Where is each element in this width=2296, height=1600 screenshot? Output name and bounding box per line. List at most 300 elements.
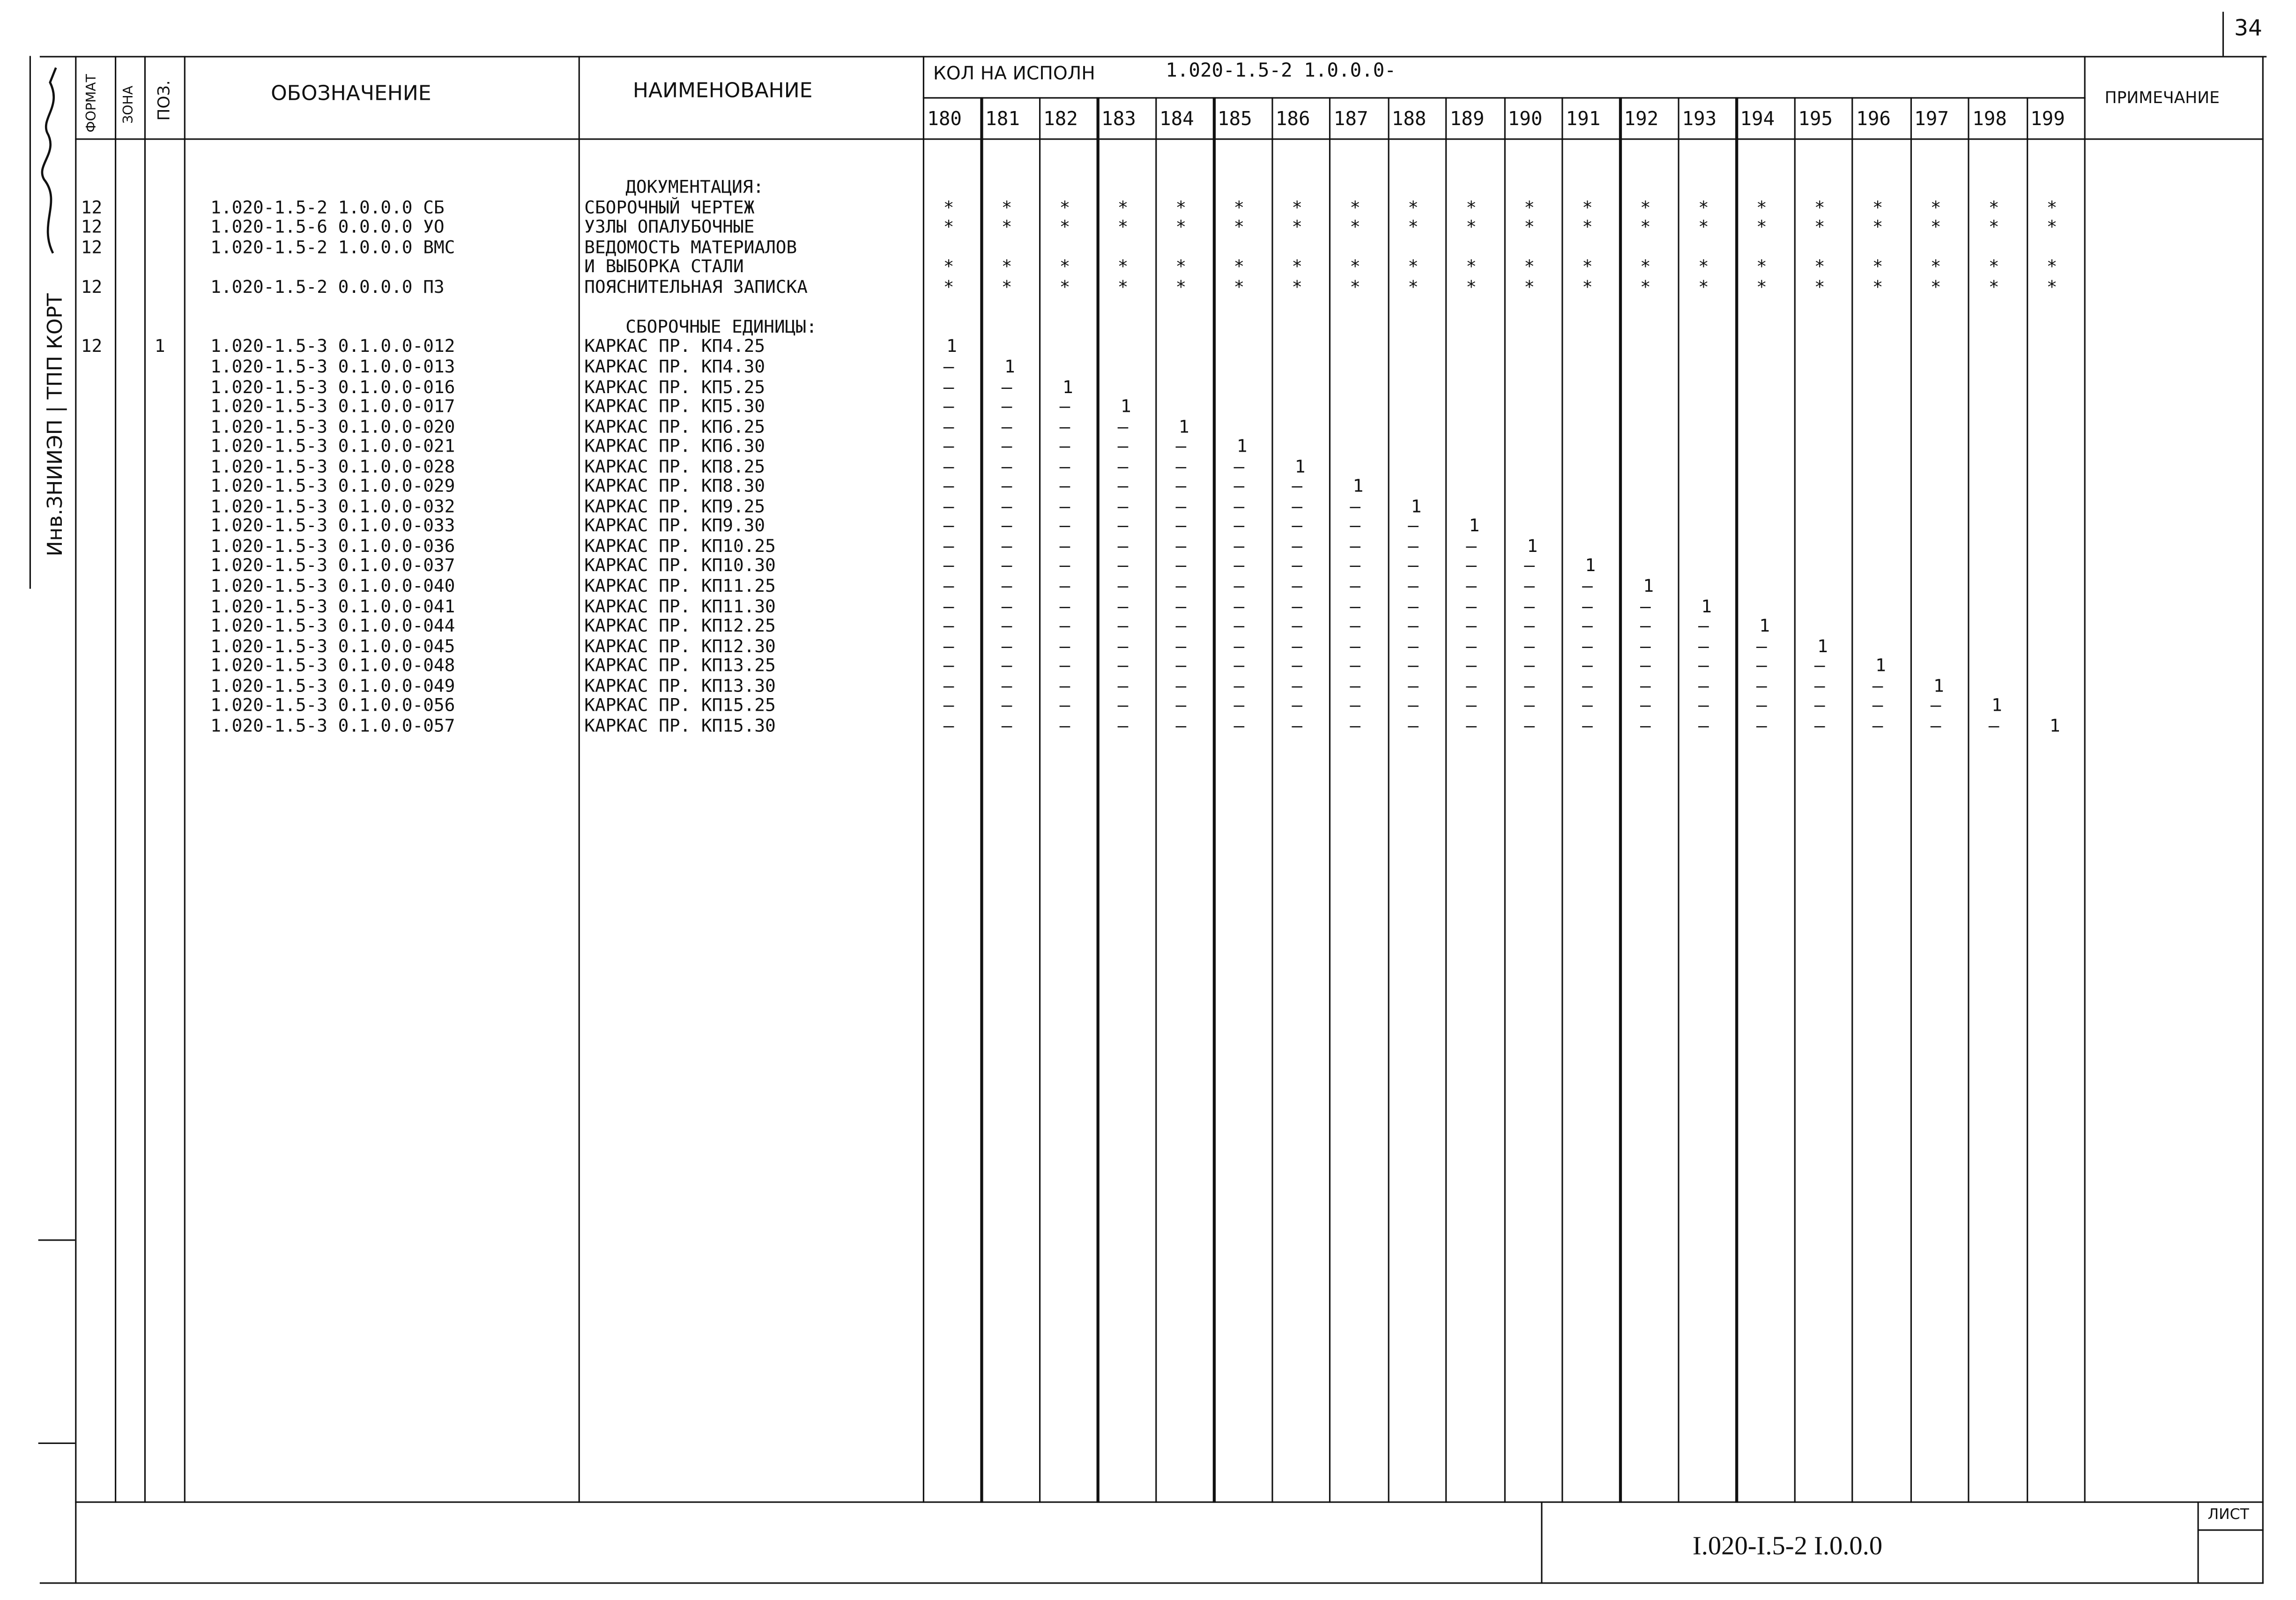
- row-qty: *: [1930, 216, 1941, 238]
- row-qty: –: [1059, 555, 1070, 576]
- row-qty: –: [1001, 396, 1012, 417]
- row-qty: –: [943, 476, 954, 497]
- row-qty: *: [1698, 276, 1709, 297]
- row-qty: –: [1117, 575, 1129, 596]
- row-qty: –: [1117, 436, 1129, 457]
- row-qty: –: [943, 555, 954, 576]
- row-qty: –: [1117, 615, 1129, 636]
- variant-header: 186: [1275, 109, 1310, 131]
- row-qty: –: [943, 396, 954, 417]
- row-qty: *: [1292, 216, 1303, 238]
- row-qty: –: [943, 615, 954, 636]
- row-qty: *: [1350, 276, 1361, 297]
- row-qty: –: [1117, 515, 1129, 536]
- table-row: [0, 278, 2296, 298]
- row-qty: –: [1117, 715, 1129, 736]
- row-qty: –: [1524, 615, 1535, 636]
- row-qty: –: [1059, 595, 1070, 616]
- row-qty: *: [1175, 276, 1187, 297]
- row-qty: –: [1001, 455, 1012, 476]
- row-qty: –: [1408, 536, 1419, 557]
- table-row: [0, 617, 2296, 637]
- row-qty: *: [943, 256, 954, 277]
- row-qty: –: [1059, 695, 1070, 716]
- row-qty: *: [1930, 276, 1941, 297]
- row-qty: *: [1233, 216, 1245, 238]
- row-qty: –: [1233, 615, 1245, 636]
- row-format: 12: [81, 196, 103, 217]
- row-name: СБОРОЧНЫЙ ЧЕРТЕЖ: [584, 196, 755, 217]
- row-qty: *: [2046, 276, 2058, 297]
- row-qty: –: [1117, 416, 1129, 437]
- row-qty: –: [1698, 635, 1709, 656]
- row-qty: –: [943, 496, 954, 517]
- row-name: ПОЯСНИТЕЛЬНАЯ ЗАПИСКА: [584, 276, 808, 297]
- row-qty: –: [1292, 675, 1303, 696]
- row-qty: –: [1988, 715, 1999, 736]
- row-format: 12: [81, 216, 103, 238]
- row-qty: –: [943, 376, 954, 397]
- row-qty: –: [1640, 715, 1651, 736]
- row-qty: –: [1350, 655, 1361, 676]
- row-qty: *: [1640, 216, 1651, 238]
- row-name: КАРКАС ПР. КП13.25: [584, 655, 776, 676]
- row-qty: –: [1524, 575, 1535, 596]
- row-qty: –: [1233, 555, 1245, 576]
- table-row: [0, 198, 2296, 218]
- row-designation: 1.020-1.5-3 0.1.0.0-041: [210, 595, 455, 616]
- row-name: КАРКАС ПР. КП10.30: [584, 555, 776, 576]
- row-qty: –: [1640, 635, 1651, 656]
- row-qty: –: [1292, 476, 1303, 497]
- row-qty: –: [1117, 655, 1129, 676]
- stamp-left: Инв.ЗНИИЭП | ТПП КОРТ: [44, 293, 68, 557]
- title-top: [75, 1502, 2264, 1503]
- row-qty: *: [1930, 196, 1941, 217]
- row-qty: –: [1059, 416, 1070, 437]
- row-qty: –: [1001, 515, 1012, 536]
- row-qty: *: [1756, 276, 1767, 297]
- row-qty: *: [1582, 276, 1593, 297]
- row-name: КАРКАС ПР. КП4.25: [584, 336, 765, 357]
- row-qty: *: [943, 216, 954, 238]
- variant-header: 185: [1217, 109, 1252, 131]
- row-qty: –: [1466, 635, 1477, 656]
- row-qty: –: [1814, 715, 1825, 736]
- row-qty: –: [943, 356, 954, 377]
- header-name: НАИМЕНОВАНИЕ: [632, 79, 813, 103]
- header-format: ФОРМАТ: [85, 74, 100, 133]
- row-qty: –: [1350, 515, 1361, 536]
- row-qty: 1: [1875, 655, 1886, 676]
- row-qty: –: [1233, 575, 1245, 596]
- row-format: 12: [81, 236, 103, 257]
- row-qty: –: [1117, 695, 1129, 716]
- row-qty: –: [1175, 496, 1187, 517]
- row-qty: –: [1524, 555, 1535, 576]
- row-qty: *: [1117, 256, 1129, 277]
- row-qty: *: [1698, 256, 1709, 277]
- row-qty: *: [1175, 256, 1187, 277]
- row-qty: –: [1117, 476, 1129, 497]
- row-name: КАРКАС ПР. КП13.30: [584, 675, 776, 696]
- row-qty: 1: [1643, 575, 1654, 596]
- row-qty: –: [1350, 695, 1361, 716]
- row-qty: 1: [1933, 675, 1944, 696]
- row-name: КАРКАС ПР. КП6.25: [584, 416, 765, 437]
- row-qty: *: [1117, 216, 1129, 238]
- row-qty: –: [1466, 575, 1477, 596]
- row-qty: –: [1233, 655, 1245, 676]
- row-qty: *: [1988, 256, 1999, 277]
- table-row: [0, 238, 2296, 258]
- row-designation: 1.020-1.5-3 0.1.0.0-057: [210, 715, 455, 736]
- row-qty: *: [1814, 196, 1825, 217]
- row-qty: –: [1059, 396, 1070, 417]
- row-qty: 1: [946, 336, 957, 357]
- table-row: [0, 218, 2296, 238]
- table-row: [0, 677, 2296, 696]
- table-row: [0, 457, 2296, 477]
- row-qty: –: [1175, 715, 1187, 736]
- row-qty: –: [1698, 715, 1709, 736]
- row-name: СБОРОЧНЫЕ ЕДИНИЦЫ:: [625, 316, 817, 337]
- row-qty: 1: [1411, 496, 1422, 517]
- row-qty: –: [1001, 615, 1012, 636]
- row-qty: *: [1582, 256, 1593, 277]
- row-qty: –: [1872, 675, 1883, 696]
- row-qty: *: [1466, 216, 1477, 238]
- row-qty: –: [1872, 715, 1883, 736]
- row-qty: *: [1814, 276, 1825, 297]
- row-qty: *: [1988, 216, 1999, 238]
- row-qty: –: [1175, 436, 1187, 457]
- row-qty: –: [1524, 655, 1535, 676]
- row-qty: –: [1292, 655, 1303, 676]
- row-name: КАРКАС ПР. КП10.25: [584, 536, 776, 557]
- row-qty: 1: [2049, 715, 2060, 736]
- row-qty: –: [1640, 675, 1651, 696]
- row-qty: –: [1582, 655, 1593, 676]
- row-qty: *: [1292, 276, 1303, 297]
- row-qty: –: [943, 536, 954, 557]
- row-qty: –: [1175, 615, 1187, 636]
- row-qty: *: [1814, 216, 1825, 238]
- row-qty: *: [1117, 196, 1129, 217]
- row-qty: *: [1408, 276, 1419, 297]
- table-row: [0, 378, 2296, 397]
- row-qty: –: [1059, 476, 1070, 497]
- row-qty: –: [1059, 615, 1070, 636]
- row-qty: *: [1350, 196, 1361, 217]
- row-qty: *: [1988, 276, 1999, 297]
- header-note: ПРИМЕЧАНИЕ: [2104, 88, 2220, 108]
- row-qty: –: [1408, 515, 1419, 536]
- row-qty: –: [943, 655, 954, 676]
- row-qty: –: [1175, 575, 1187, 596]
- row-qty: –: [1233, 515, 1245, 536]
- row-qty: *: [1408, 196, 1419, 217]
- row-qty: –: [1524, 675, 1535, 696]
- header-bottom: [75, 138, 2264, 140]
- row-designation: 1.020-1.5-3 0.1.0.0-020: [210, 416, 455, 437]
- row-qty: –: [1233, 635, 1245, 656]
- variant-header: 188: [1391, 109, 1427, 131]
- row-qty: –: [1408, 675, 1419, 696]
- row-qty: *: [2046, 196, 2058, 217]
- row-qty: –: [1350, 635, 1361, 656]
- row-qty: –: [943, 675, 954, 696]
- row-qty: 1: [1120, 396, 1131, 417]
- row-qty: *: [1117, 276, 1129, 297]
- row-qty: *: [1988, 196, 1999, 217]
- row-designation: 1.020-1.5-3 0.1.0.0-044: [210, 615, 455, 636]
- row-qty: *: [1640, 276, 1651, 297]
- header-qty-label: КОЛ НА ИСПОЛН: [933, 61, 1095, 84]
- row-qty: –: [1408, 615, 1419, 636]
- row-qty: 1: [1991, 695, 2002, 716]
- row-qty: –: [1292, 695, 1303, 716]
- row-qty: 1: [1469, 515, 1480, 536]
- row-qty: *: [1698, 216, 1709, 238]
- row-qty: –: [1640, 655, 1651, 676]
- row-qty: *: [943, 276, 954, 297]
- frame-bottom: [40, 1582, 2264, 1584]
- row-qty: *: [1059, 276, 1070, 297]
- variant-header: 199: [2030, 109, 2065, 131]
- row-qty: *: [1582, 216, 1593, 238]
- row-qty: 1: [1817, 635, 1828, 656]
- row-qty: –: [1001, 575, 1012, 596]
- row-qty: –: [1814, 675, 1825, 696]
- row-qty: *: [1001, 196, 1012, 217]
- row-qty: *: [1059, 196, 1070, 217]
- row-qty: –: [1001, 555, 1012, 576]
- row-designation: 1.020-1.5-2 1.0.0.0 СБ: [210, 196, 445, 217]
- variant-header: 183: [1101, 109, 1136, 131]
- row-name: ДОКУМЕНТАЦИЯ:: [625, 177, 764, 197]
- row-qty: *: [1350, 216, 1361, 238]
- table-row: [0, 438, 2296, 457]
- row-qty: –: [1756, 675, 1767, 696]
- row-qty: –: [1408, 655, 1419, 676]
- variant-header: 197: [1914, 109, 1949, 131]
- variant-header: 182: [1043, 109, 1078, 131]
- page-number: 34: [2234, 15, 2263, 41]
- row-name: УЗЛЫ ОПАЛУБОЧНЫЕ: [584, 216, 755, 238]
- row-qty: *: [1582, 196, 1593, 217]
- row-qty: –: [1292, 595, 1303, 616]
- row-qty: –: [1117, 635, 1129, 656]
- row-qty: –: [1001, 595, 1012, 616]
- row-designation: 1.020-1.5-3 0.1.0.0-012: [210, 336, 455, 357]
- row-name: КАРКАС ПР. КП8.25: [584, 455, 765, 476]
- row-qty: –: [1466, 675, 1477, 696]
- row-qty: –: [1059, 575, 1070, 596]
- row-name: КАРКАС ПР. КП11.30: [584, 595, 776, 616]
- row-qty: –: [943, 416, 954, 437]
- row-qty: –: [1582, 615, 1593, 636]
- row-qty: *: [1001, 216, 1012, 238]
- row-qty: –: [1175, 595, 1187, 616]
- row-format: 12: [81, 336, 103, 357]
- row-designation: 1.020-1.5-3 0.1.0.0-029: [210, 476, 455, 497]
- row-qty: –: [1698, 675, 1709, 696]
- row-name: КАРКАС ПР. КП5.25: [584, 376, 765, 397]
- row-qty: –: [1233, 675, 1245, 696]
- row-qty: *: [1466, 256, 1477, 277]
- row-qty: –: [1175, 536, 1187, 557]
- row-qty: –: [1059, 635, 1070, 656]
- row-qty: –: [1059, 436, 1070, 457]
- table-row: [0, 338, 2296, 357]
- row-qty: –: [1233, 476, 1245, 497]
- row-qty: –: [1582, 715, 1593, 736]
- variant-header: 191: [1566, 109, 1601, 131]
- table-row: [0, 657, 2296, 677]
- table-row: [0, 178, 2296, 198]
- row-qty: –: [1872, 695, 1883, 716]
- row-qty: –: [1001, 675, 1012, 696]
- table-row: [0, 497, 2296, 517]
- row-qty: –: [1640, 695, 1651, 716]
- row-qty: –: [1292, 575, 1303, 596]
- row-qty: *: [1756, 256, 1767, 277]
- row-designation: 1.020-1.5-6 0.0.0.0 УО: [210, 216, 445, 238]
- row-designation: 1.020-1.5-3 0.1.0.0-017: [210, 396, 455, 417]
- row-qty: *: [1524, 256, 1535, 277]
- row-qty: *: [1524, 276, 1535, 297]
- row-qty: –: [1350, 536, 1361, 557]
- row-qty: –: [1117, 555, 1129, 576]
- row-qty: –: [943, 635, 954, 656]
- row-qty: –: [1756, 635, 1767, 656]
- row-name: КАРКАС ПР. КП9.30: [584, 515, 765, 536]
- row-qty: –: [1466, 715, 1477, 736]
- frame-top: [40, 56, 2266, 58]
- row-name: КАРКАС ПР. КП12.25: [584, 615, 776, 636]
- row-qty: –: [1698, 615, 1709, 636]
- row-qty: –: [1640, 615, 1651, 636]
- row-qty: –: [1814, 655, 1825, 676]
- row-qty: *: [1872, 196, 1883, 217]
- row-qty: –: [1582, 675, 1593, 696]
- row-name: КАРКАС ПР. КП15.30: [584, 715, 776, 736]
- variant-header: 180: [927, 109, 962, 131]
- row-qty: *: [1872, 256, 1883, 277]
- row-designation: 1.020-1.5-3 0.1.0.0-021: [210, 436, 455, 457]
- row-qty: *: [1640, 256, 1651, 277]
- variant-header: 196: [1856, 109, 1891, 131]
- row-qty: –: [1466, 615, 1477, 636]
- row-qty: –: [1466, 555, 1477, 576]
- row-qty: *: [1233, 196, 1245, 217]
- row-qty: –: [1582, 575, 1593, 596]
- row-qty: –: [1408, 715, 1419, 736]
- row-qty: –: [1001, 715, 1012, 736]
- row-qty: –: [1408, 555, 1419, 576]
- variant-header: 190: [1508, 109, 1543, 131]
- variant-header: 194: [1740, 109, 1775, 131]
- row-qty: *: [1756, 196, 1767, 217]
- row-qty: 1: [1004, 356, 1015, 377]
- row-designation: 1.020-1.5-2 0.0.0.0 ПЗ: [210, 276, 445, 297]
- doc-code: I.020-I.5-2 I.0.0.0: [1692, 1531, 1883, 1561]
- row-qty: –: [1698, 695, 1709, 716]
- row-qty: *: [1175, 196, 1187, 217]
- row-qty: *: [1466, 276, 1477, 297]
- table-row: [0, 517, 2296, 537]
- row-qty: –: [1233, 496, 1245, 517]
- variant-header: 187: [1333, 109, 1368, 131]
- row-qty: 1: [1236, 436, 1248, 457]
- row-designation: 1.020-1.5-3 0.1.0.0-040: [210, 575, 455, 596]
- row-qty: *: [1408, 216, 1419, 238]
- variant-header: 195: [1798, 109, 1833, 131]
- row-name: КАРКАС ПР. КП4.30: [584, 356, 765, 377]
- margin-mark-1: [38, 1239, 75, 1241]
- row-designation: 1.020-1.5-3 0.1.0.0-056: [210, 695, 455, 716]
- row-qty: –: [1001, 635, 1012, 656]
- table-row: [0, 318, 2296, 337]
- row-qty: –: [1524, 635, 1535, 656]
- row-qty: *: [1292, 196, 1303, 217]
- variant-header: 181: [985, 109, 1020, 131]
- row-name: И ВЫБОРКА СТАЛИ: [584, 256, 744, 277]
- row-qty: –: [1059, 536, 1070, 557]
- table-row: [0, 417, 2296, 437]
- row-qty: –: [943, 436, 954, 457]
- row-pos: 1: [154, 336, 165, 357]
- row-qty: *: [2046, 256, 2058, 277]
- variant-header: 193: [1682, 109, 1717, 131]
- row-qty: –: [1059, 675, 1070, 696]
- row-name: КАРКАС ПР. КП15.25: [584, 695, 776, 716]
- row-qty: 1: [1527, 536, 1538, 557]
- table-row: [0, 717, 2296, 737]
- row-qty: –: [943, 515, 954, 536]
- row-qty: –: [1466, 655, 1477, 676]
- row-qty: –: [1001, 695, 1012, 716]
- row-qty: –: [1292, 635, 1303, 656]
- row-qty: –: [1001, 376, 1012, 397]
- row-qty: –: [1814, 695, 1825, 716]
- row-qty: –: [1350, 595, 1361, 616]
- table-row: [0, 298, 2296, 318]
- table-row: [0, 577, 2296, 597]
- row-qty: –: [1408, 595, 1419, 616]
- row-qty: –: [1175, 455, 1187, 476]
- row-qty: –: [1001, 416, 1012, 437]
- row-qty: –: [1001, 496, 1012, 517]
- row-qty: *: [1175, 216, 1187, 238]
- row-qty: –: [943, 695, 954, 716]
- row-qty: –: [1292, 715, 1303, 736]
- row-designation: 1.020-1.5-3 0.1.0.0-016: [210, 376, 455, 397]
- row-qty: *: [1930, 256, 1941, 277]
- margin-mark-2: [38, 1443, 75, 1444]
- row-designation: 1.020-1.5-3 0.1.0.0-033: [210, 515, 455, 536]
- row-name: КАРКАС ПР. КП5.30: [584, 396, 765, 417]
- row-qty: *: [1756, 216, 1767, 238]
- row-qty: 1: [1352, 476, 1364, 497]
- row-qty: –: [1292, 536, 1303, 557]
- sheet-box-mid: [2198, 1529, 2264, 1531]
- row-qty: –: [1582, 595, 1593, 616]
- sheet-box-left: [2198, 1502, 2199, 1584]
- row-qty: 1: [1759, 615, 1770, 636]
- row-qty: –: [1466, 695, 1477, 716]
